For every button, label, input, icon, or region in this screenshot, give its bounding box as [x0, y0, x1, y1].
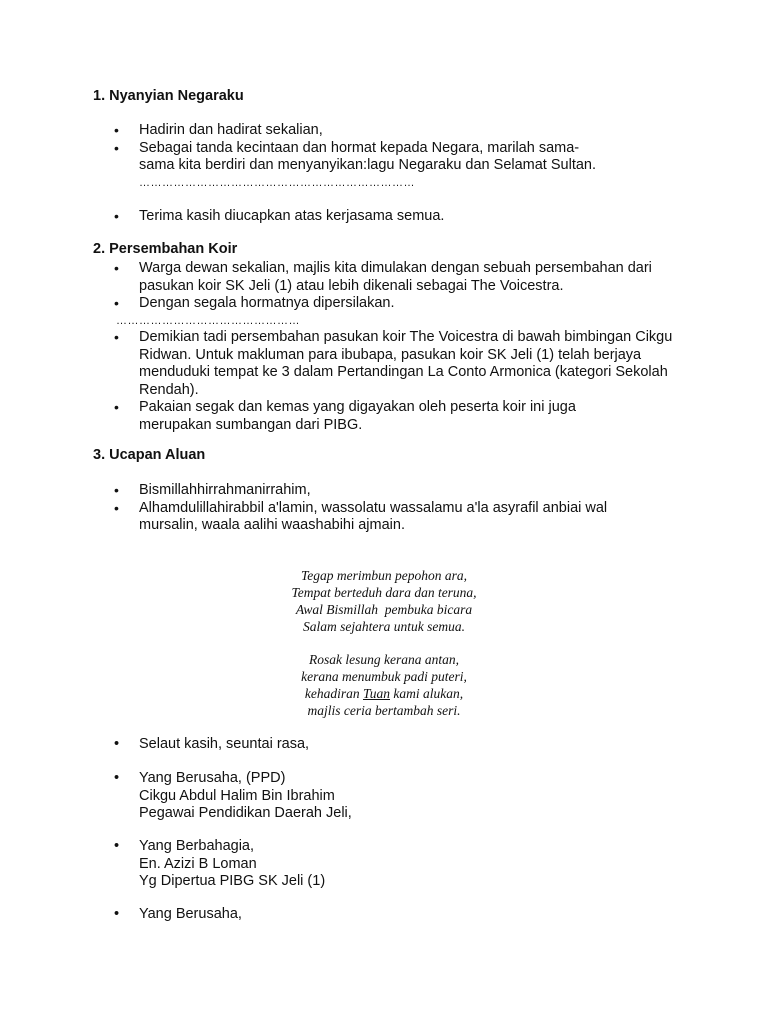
section-1-heading: 1. Nyanyian Negaraku: [93, 88, 244, 104]
pantun-text: kami alukan,: [390, 686, 464, 701]
guest-2: [114, 838, 674, 891]
list-item: • Terima kasih diucapkan atas kerjasama semua.: [114, 208, 674, 226]
guest-title: • Yang Berusaha,: [139, 906, 242, 922]
list-item: • Hadirin dan hadirat sekalian,: [114, 122, 674, 140]
section-3-list: [114, 482, 674, 535]
pantun-text: kehadiran: [304, 686, 363, 701]
guest-3: [114, 906, 674, 924]
section-2-heading: 2. Persembahan Koir: [93, 241, 238, 257]
guest-name: En. Azizi B Loman: [139, 855, 257, 872]
list-item: • Pakaian segak dan kemas yang digayakan oleh peserta koir ini juga merupakan sumbangan dari PIBG.: [114, 399, 674, 434]
guest-name: Cikgu Abdul Halim Bin Ibrahim: [139, 787, 335, 804]
dots-placeholder: …………………………………………: [116, 315, 300, 327]
list-item: [114, 770, 674, 823]
section-2-list-continued: [114, 329, 674, 434]
pantun-line: Awal Bismillah pembuka bicara: [295, 602, 473, 617]
list-item: • Selaut kasih, seuntai rasa,: [114, 736, 674, 754]
pantun-line: Tegap merimbun pepohon ara,: [300, 568, 467, 583]
pantun-line: majlis ceria bertambah seri.: [307, 703, 461, 718]
guest-1: [114, 770, 674, 823]
section-1-list: [114, 122, 674, 175]
guest-role: Pegawai Pendidikan Daerah Jeli,: [139, 805, 352, 821]
pantun-line: kerana menumbuk padi puteri,: [301, 669, 467, 684]
list-item: • Bismillahhirrahmanirrahim,: [114, 482, 674, 500]
underlined-word: Tuan: [362, 686, 390, 701]
list-item: [114, 838, 674, 891]
list-item: • Warga dewan sekalian, majlis kita dimulakan dengan sebuah persembahan dari pasukan koir SK Jeli (1) atau lebih dikenali sebagai The Voicestra.: [114, 260, 674, 295]
pantun-line: Salam sejahtera untuk semua.: [303, 619, 465, 634]
pantun-line: Tempat berteduh dara dan teruna,: [291, 585, 477, 600]
pantun-line: Rosak lesung kerana antan,: [309, 652, 459, 667]
list-item: • Alhamdulillahirabbil a'lamin, wassolatu wassalamu a'la asyrafil anbiai wal mursalin, waala aalihi waashabihi ajmain.: [114, 500, 674, 535]
list-item: [114, 906, 674, 924]
section-1-closing-list: [114, 208, 674, 226]
greeting-item: [114, 736, 674, 754]
list-item: • Dengan segala hormatnya dipersilakan.: [114, 295, 674, 313]
guest-role: Yg Dipertua PIBG SK Jeli (1): [139, 873, 326, 889]
dots-placeholder: ………………………………………………………………: [139, 177, 415, 189]
pantun-verse-2: [0, 651, 768, 719]
pantun-verse-1: [0, 567, 768, 635]
section-2-list: [114, 260, 674, 313]
guest-title: • Yang Berusaha, (PPD): [139, 770, 286, 786]
section-3-heading: 3. Ucapan Aluan: [93, 447, 206, 463]
list-item: • Sebagai tanda kecintaan dan hormat kepada Negara, marilah sama-sama kita berdiri dan menyanyikan:lagu Negaraku dan Selamat Sultan.: [114, 140, 674, 175]
list-item: • Demikian tadi persembahan pasukan koir The Voicestra di bawah bimbingan Cikgu Ridwan. Untuk makluman para ibubapa, pasukan koir SK Jeli (1) telah berjaya menduduki tempat ke 3 dalam Pertandingan La Conto Armonica (kategori Sekolah Rendah).: [114, 329, 674, 399]
guest-title: • Yang Berbahagia,: [139, 838, 255, 854]
pantun-line: [0, 685, 768, 702]
